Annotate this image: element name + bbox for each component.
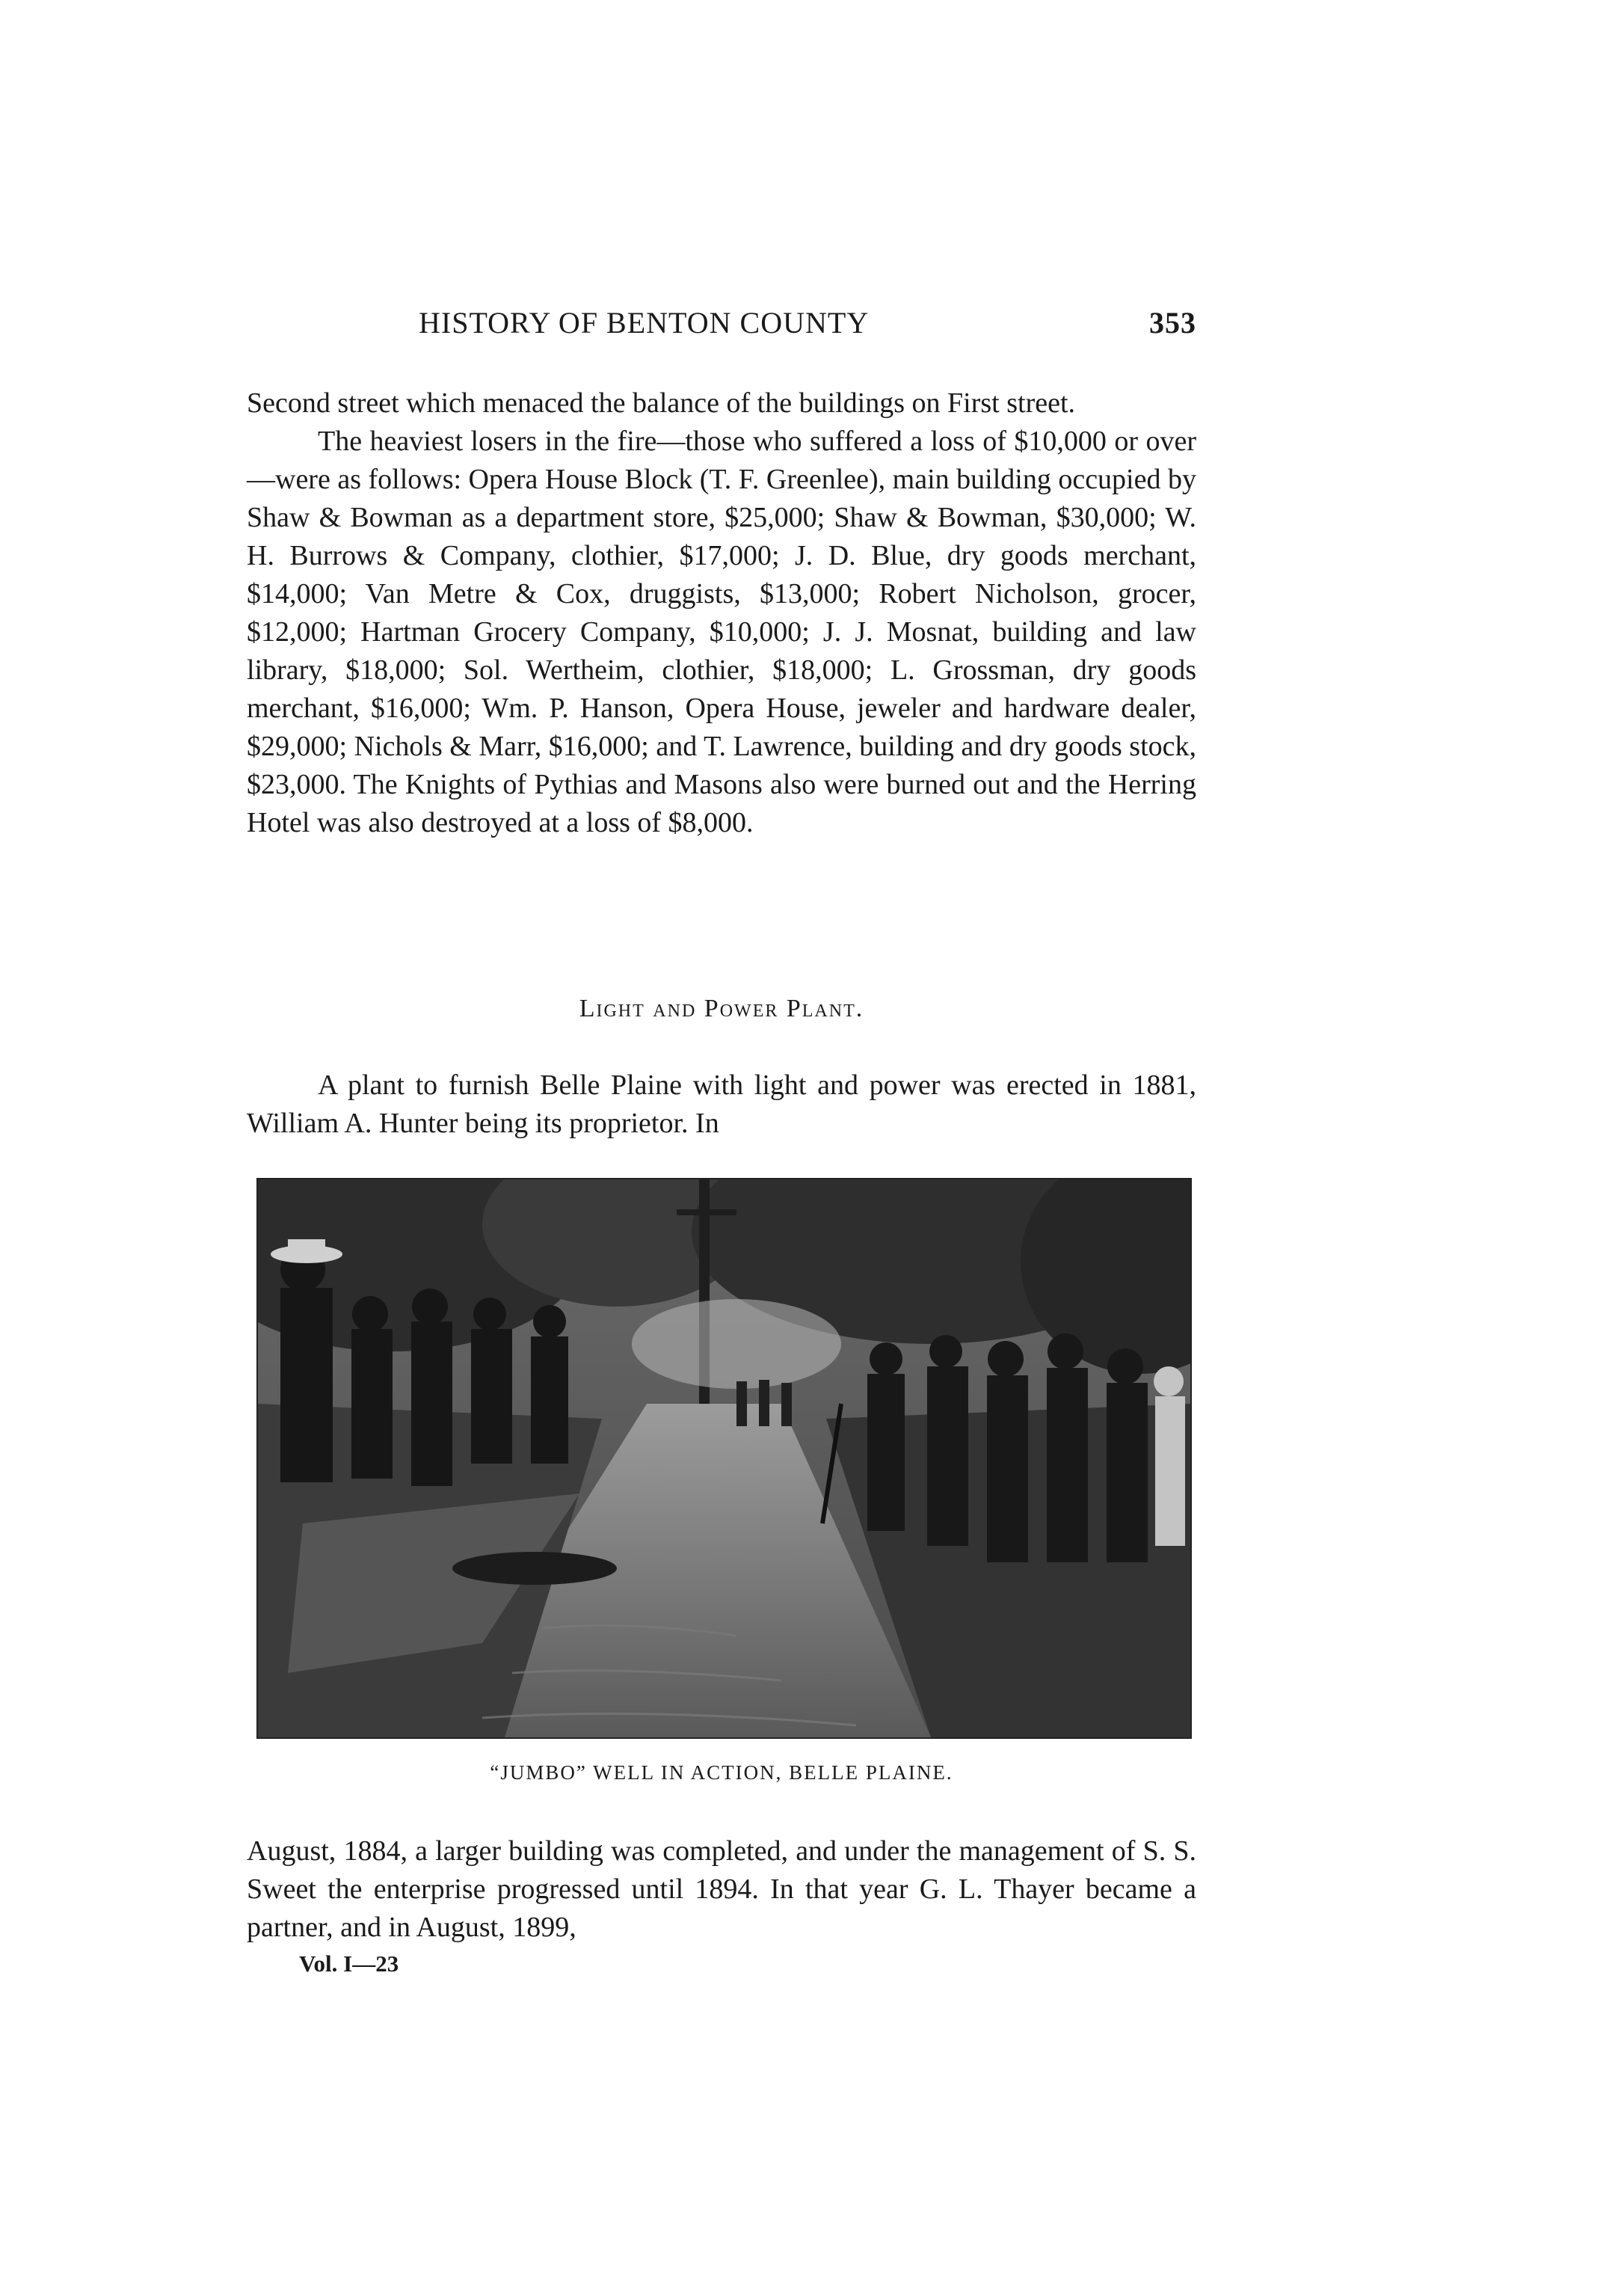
volume-signature: Vol. I—23 [299, 1950, 399, 1977]
body-text-block-3 [247, 1832, 1196, 1947]
jumbo-well-photograph [256, 1178, 1192, 1739]
photograph-image [258, 1179, 1190, 1737]
paragraph-light-plant: A plant to furnish Belle Plaine with light and power was erected in 1881, William A. Hunter being its proprietor. In [247, 1069, 1196, 1139]
body-text-block-2 [247, 1066, 1196, 1143]
paragraph-heaviest-losers: The heaviest losers in the fire—those who suffered a loss of $10,000 or over—were as follows: Opera House Block (T. F. Greenlee), main building occupied by Shaw & Bowman as a department store, $25,000; Shaw & Bowman, $30,000; W. H. Burrows & Company, clothier, $17,000; J. D. Blue, dry goods merchant, $14,000; Van Metre & Cox, druggists, $13,000; Robert Nicholson, grocer, $12,000; Hartman Grocery Company, $10,000; J. J. Mosnat, building and law library, $18,000; Sol. Wertheim, clothier, $18,000; L. Grossman, dry goods merchant, $16,000; Wm. P. Hanson, Opera House, jeweler and hardware dealer, $29,000; Nichols & Marr, $16,000; and T. Lawrence, building and dry goods stock, $23,000. The Knights of Pythias and Masons also were burned out and the Herring Hotel was also destroyed at a loss of $8,000. [247, 426, 1196, 838]
paragraph-enterprise: August, 1884, a larger building was completed, and under the management of S. S. Sweet the enterprise progressed until 1894. In that year G. L. Thayer became a partner, and in August, 1899, [247, 1835, 1196, 1943]
photo-caption: “JUMBO” WELL IN ACTION, BELLE PLAINE. [490, 1761, 953, 1784]
page-number: 353 [1149, 306, 1196, 340]
body-text-block-1 [247, 384, 1196, 842]
running-title: HISTORY OF BENTON COUNTY [419, 306, 870, 340]
section-heading: Light and Power Plant. [579, 995, 864, 1022]
running-head [247, 305, 1196, 343]
paragraph-continuation: Second street which menaced the balance of the buildings on First street. [247, 387, 1076, 419]
